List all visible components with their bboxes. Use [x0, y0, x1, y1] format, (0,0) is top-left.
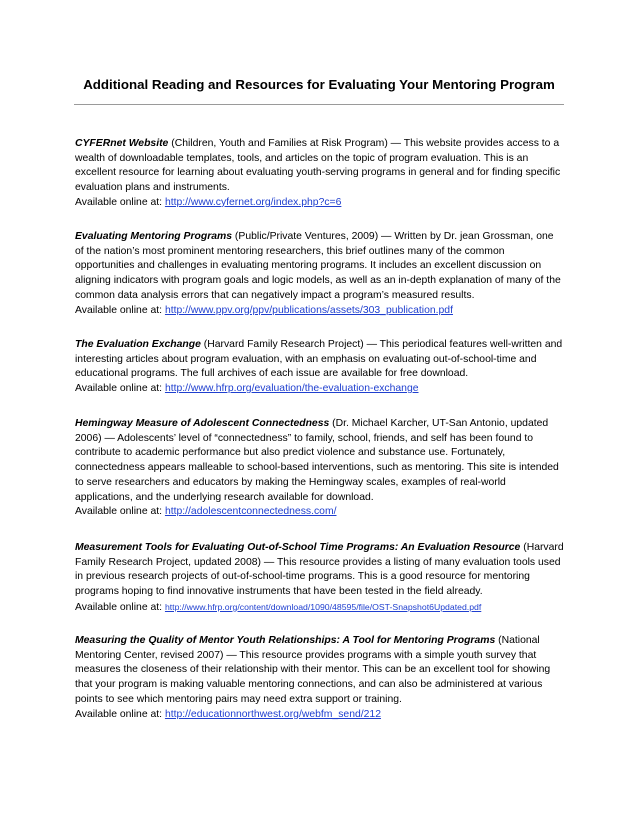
- resource-link[interactable]: http://educationnorthwest.org/webfm_send/212: [164, 708, 381, 720]
- available-label: Available online at:: [75, 601, 163, 613]
- resource-entry-mentor-youth-relationships: [75, 634, 565, 722]
- resource-description: (Public/Private Ventures, 2009) — Written by Dr. jean Grossman, one of the nation’s most prominent mentoring researchers, this brief outlines many of the common opportunities and challenges in evaluating mentoring programs. It includes an excellent discussion on aligning indicators with program goals and logic models, as well as an in-depth explanation of many of the common data analysis errors that can negatively impact a program’s measured results.: [75, 231, 561, 301]
- available-label: Available online at:: [75, 506, 163, 518]
- resource-description: (Dr. Michael Karcher, UT-San Antonio, updated 2006) — Adolescents’ level of “connectedness” to family, school, friends, and self has been found to contribute to academic performance but also predict violence and substance use. Fortunately, connectedness appears malleable to school-based interventions, such as mentoring. This site is intended to serve researchers and educators by making the Hemingway scales, examples of real-world applications, and the underlying research available for download.: [75, 418, 559, 503]
- resource-link[interactable]: http://www.cyfernet.org/index.php?c=6: [164, 196, 342, 208]
- resource-title: Measuring the Quality of Mentor Youth Relationships: A Tool for Mentoring Programs: [75, 635, 496, 646]
- resource-title: The Evaluation Exchange: [75, 339, 201, 350]
- available-label: Available online at:: [75, 383, 163, 395]
- resource-title: Hemingway Measure of Adolescent Connectedness: [75, 418, 330, 429]
- resource-description: (National Mentoring Center, revised 2007) — This resource provides programs with a simple youth survey that measures the closeness of their relationship with their mentor. This can be an excellent tool for showing that your program is making valuable mentoring connections, and can also be administered at various points to see which mentoring pairs may need extra support or training.: [75, 635, 551, 705]
- available-label: Available online at:: [75, 708, 163, 720]
- resource-entry-cyfernet: [75, 137, 565, 211]
- resource-description: (Harvard Family Research Project) — This periodical features well-written and interesting articles about program evaluation, with an emphasis on evaluating out-of-school-time and educational programs. The full archives of each issue are available for free download.: [75, 339, 563, 380]
- resource-link[interactable]: http://www.hfrp.org/evaluation/the-evaluation-exchange: [164, 383, 419, 395]
- resource-title: CYFERnet Website: [75, 138, 169, 149]
- resource-title: Measurement Tools for Evaluating Out-of-School Time Programs: An Evaluation Resource: [75, 542, 521, 553]
- resource-entry-evaluation-exchange: [75, 338, 565, 397]
- resource-entry-measurement-tools: [75, 541, 565, 616]
- resource-link[interactable]: http://adolescentconnectedness.com/: [164, 506, 337, 518]
- available-label: Available online at:: [75, 304, 163, 316]
- resource-link[interactable]: http://www.hfrp.org/content/download/1090/48595/file/OST-Snapshot6Updated.pdf: [164, 601, 482, 612]
- resource-entry-hemingway: [75, 417, 565, 520]
- resource-description: (Harvard Family Research Project, updated 2008) — This resource provides a listing of many evaluation tools used in previous research projects of out-of-school-time programs. This is a good resource for mentoring programs hoping to find innovative instruments that have been tested in the field already.: [75, 542, 564, 598]
- title-divider: [74, 104, 564, 105]
- resource-link[interactable]: http://www.ppv.org/ppv/publications/assets/303_publication.pdf: [164, 304, 453, 316]
- available-label: Available online at:: [75, 196, 163, 208]
- page-title: Additional Reading and Resources for Evaluating Your Mentoring Program: [83, 77, 555, 92]
- resource-description: (Children, Youth and Families at Risk Program) — This website provides access to a wealth of downloadable templates, tools, and articles on the topic of program evaluation. This is an excellent resource for learning about evaluating youth-serving programs in general and for finding specific evaluation plans and instruments.: [75, 138, 561, 194]
- resource-title: Evaluating Mentoring Programs: [75, 231, 233, 242]
- resource-entry-evaluating-mentoring: [75, 230, 565, 318]
